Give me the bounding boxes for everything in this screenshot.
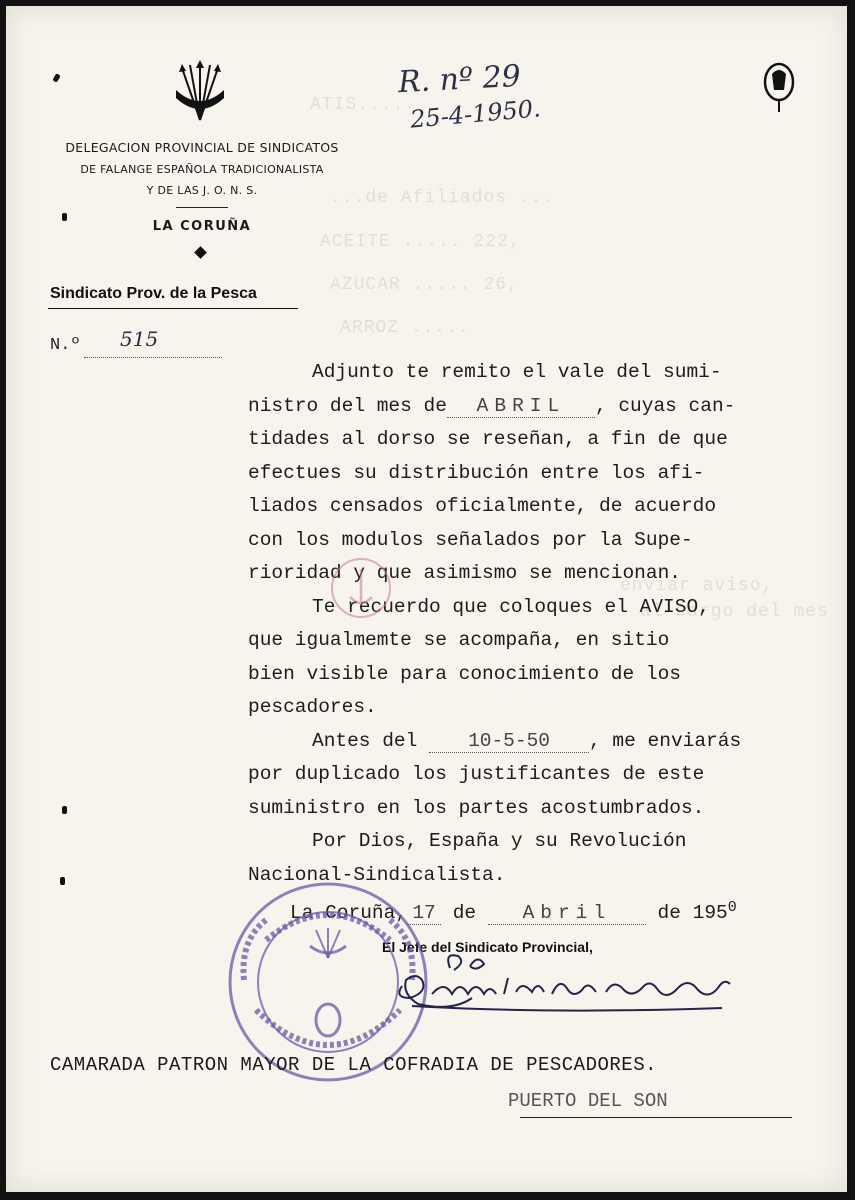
header-falange: DE FALANGE ESPAÑOLA TRADICIONALISTA	[80, 163, 324, 176]
date-month: Abril	[522, 902, 612, 924]
show-through-text: ACEITE ..... 222,	[320, 232, 521, 252]
date-month-field	[488, 902, 646, 925]
body-line: Te recuerdo que coloques el AVISO,	[312, 596, 710, 618]
body-text: , cuyas can-	[594, 395, 736, 417]
show-through-text: ARROZ .....	[340, 318, 470, 338]
body-line: tidades al dorso se reseñan, a fin de que	[248, 428, 728, 450]
date-de: de	[452, 902, 477, 924]
sindicato-underline	[48, 308, 298, 309]
port-seal	[328, 555, 394, 621]
month-field	[447, 395, 595, 418]
signatory-title: El Jefe del Sindicato Provincial,	[382, 939, 593, 955]
ink-mark	[62, 806, 67, 814]
body-line: efectues su distribución entre los afi-	[248, 462, 705, 484]
body-text: nistro del mes de	[248, 395, 447, 417]
registry-note-line1: R. nº 29	[397, 58, 522, 101]
body-line	[312, 730, 741, 753]
body-line: liados censados oficialmente, de acuerdo	[248, 495, 717, 517]
body-line: bien visible para conocimiento de los	[248, 663, 681, 685]
show-through-text: enviar aviso,	[620, 576, 774, 596]
body-line: Por Dios, España y su Revolución	[312, 830, 687, 852]
body-line: con los modulos señalados por la Supe-	[248, 529, 693, 551]
show-through-text: AZUCAR ..... 26,	[330, 275, 519, 295]
sindicato-title: Sindicato Prov. de la Pesca	[50, 285, 257, 302]
body-line: pescadores.	[248, 696, 377, 718]
show-through-text: ATIS.....	[310, 95, 417, 115]
number-label: N.º	[50, 336, 81, 355]
body-text: , me enviarás	[589, 730, 742, 752]
registry-note-line2: 25-4-1950.	[409, 94, 542, 134]
port-name: PUERTO DEL SON	[508, 1090, 668, 1112]
date-prefix: La Coruña,	[290, 902, 408, 924]
date-year-digit: 0	[727, 899, 737, 916]
body-line	[248, 395, 735, 418]
header-jons: Y DE LAS J. O. N. S.	[146, 184, 258, 197]
body-line: que igualmemte se acompaña, en sitio	[248, 629, 670, 651]
helmet-emblem-icon	[762, 62, 796, 114]
header-divider	[176, 207, 228, 208]
date-day: 17	[412, 902, 436, 924]
yoke-arrows-emblem-icon	[172, 60, 228, 122]
deadline-value: 10-5-50	[468, 730, 550, 752]
number-value: 515	[120, 327, 159, 351]
date-year: de 195	[657, 902, 728, 924]
body-line: por duplicado los justificantes de este	[248, 763, 705, 785]
handwritten-signature	[392, 950, 742, 1022]
number-dotted-line	[84, 357, 222, 358]
body-line: suministro en los partes acostumbrados.	[248, 797, 705, 819]
body-line: rioridad y que asimismo se mencionan.	[248, 562, 681, 584]
ink-mark	[60, 877, 65, 885]
body-text: Antes del	[312, 730, 418, 752]
ink-mark	[62, 213, 67, 221]
show-through-text: al cargo del mes	[640, 602, 829, 622]
header-city: LA CORUÑA	[152, 219, 252, 234]
body-line: Adjunto te remito el vale del sumi-	[312, 361, 722, 383]
deadline-field	[429, 730, 589, 753]
show-through-text: ...de Afiliados ...	[330, 188, 555, 208]
body-line: Nacional-Sindicalista.	[248, 864, 506, 886]
port-underline	[520, 1117, 792, 1118]
addressee-line: CAMARADA PATRON MAYOR DE LA COFRADIA DE PESCADORES.	[50, 1054, 657, 1076]
header-delegation: DELEGACION PROVINCIAL DE SINDICATOS	[65, 140, 339, 155]
month-value: ABRIL	[476, 395, 566, 417]
